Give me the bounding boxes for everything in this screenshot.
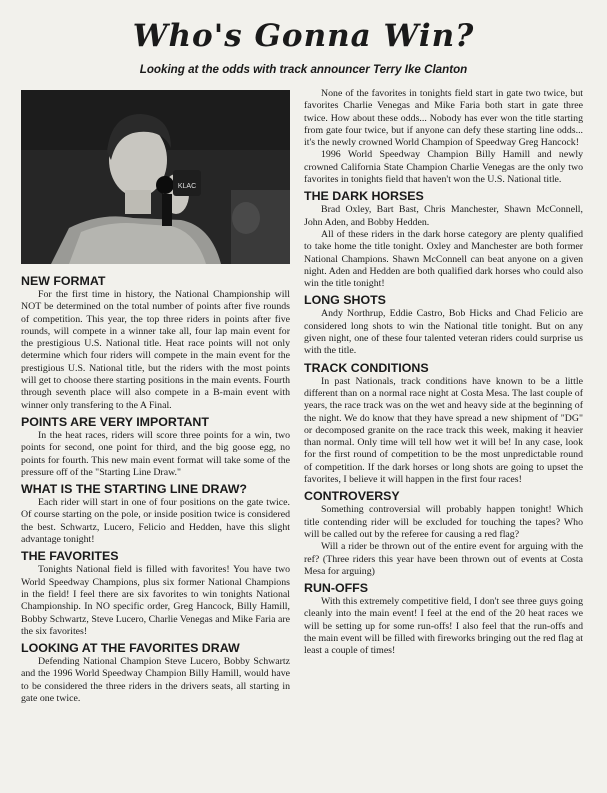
article-paragraph: None of the favorites in tonights field start in gate two twice, but favorites Charlie Venegas and Mike Faria both start in gate three twice. How about these odds... Nobody has ever won the title starting from gate four twice, but if anyone can defy these starting line odds... it's the newly crowned World Champion of Speedway Greg Hancock!: [304, 88, 583, 149]
left-column: [21, 271, 290, 705]
article-paragraph: Will a rider be thrown out of the entire event for arguing with the ref? (Three riders this year have been thrown out of events at Costa Mesa for arguing): [304, 541, 583, 577]
section-heading: THE DARK HORSES: [304, 189, 424, 204]
microphone-flag-label: KLAC: [177, 183, 197, 190]
article-paragraph: In past Nationals, track conditions have known to be a little different than on a normal race night at Costa Mesa. The last couple of years, the race track was on the wet and heavy side at the beginning of the night. We do know that they have spread a new shipment of "DG" or decomposed granite on the race track this week, making it heavier than normal. Only time will tell how wet it will be! In any case, look for the first round of competition to be the most unpredictable round of competition. If the dark horses or long shots are going to upset the favorites, I believe it will happen in the first four races!: [304, 375, 583, 486]
article-paragraph: Andy Northrup, Eddie Castro, Bob Hicks and Chad Felicio are considered long shots to win the National title tonight. But on any given night, one of these four talented veteran riders could surprise us with the title.: [304, 308, 583, 357]
section-heading: RUN-OFFS: [304, 581, 369, 596]
right-column: [304, 88, 583, 658]
page-title: Who's Gonna Win?: [132, 18, 475, 54]
section-heading: TRACK CONDITIONS: [304, 360, 429, 375]
article-paragraph: Tonights National field is filled with favorites! You have two World Speedway Champions, plus six former National Champions in the field! I feel there are six favorites to win tonights National Championship. In NO specific order, Greg Hancock, Billy Hamill, Bobby Schwartz, Steve Lucero, Charlie Venegas and Mike Faria are the six favorites!: [21, 564, 290, 637]
section-heading: POINTS ARE VERY IMPORTANT: [21, 414, 209, 429]
section-heading: LOOKING AT THE FAVORITES DRAW: [21, 641, 240, 656]
announcer-photo: [21, 90, 290, 264]
article-paragraph: 1996 World Speedway Champion Billy Hamill and newly crowned California State Champion Charlie Venegas are the only two favorites in tonights field that haven't won the U.S. National title.: [304, 149, 583, 186]
article-paragraph: Something controversial will probably happen tonight! Which title contending rider will be excluded for touching the tapes? Who will be called out by the referee for causing a red flag?: [304, 504, 583, 540]
section-heading: CONTROVERSY: [304, 489, 400, 504]
section-heading: LONG SHOTS: [304, 293, 386, 308]
article-paragraph: Each rider will start in one of four positions on the gate twice. Of course starting on the pole, or inside position twice is considered the best. Schwartz, Lucero, Felicio and Hedden, have this slight advantage tonight!: [21, 497, 290, 546]
article-paragraph: Brad Oxley, Bart Bast, Chris Manchester, Shawn McConnell, John Aden, and Bobby Hedden.: [304, 204, 583, 228]
article-paragraph: In the heat races, riders will score three points for a win, two points for second, one point for third, and the big goose egg, no points for fourth. This new main event format will take some of the pressure off of the "Starting Line Draw.": [21, 429, 290, 478]
section-heading: WHAT IS THE STARTING LINE DRAW?: [21, 482, 247, 497]
page-subtitle: Looking at the odds with track announcer Terry Ike Clanton: [139, 63, 468, 76]
article-paragraph: All of these riders in the dark horse category are plenty qualified to take home the title tonight. Oxley and Manchester are both former National Champions. Shawn McConnell can beat anyone on a given night. Aden and Hedden are both qualified dark horses who could also win the title tonight!: [304, 228, 583, 290]
section-heading: NEW FORMAT: [21, 274, 106, 288]
announcer-photo-image: [21, 90, 290, 264]
section-heading: THE FAVORITES: [21, 549, 119, 564]
article-paragraph: For the first time in history, the National Championship will NOT be determined on the total number of points after five rounds of competition. This year, the top three riders in points after five rounds, will compete in a winner take all, four lap main event for the prestigious U.S. National title. Heat race points will not only determine which four riders will compete in the main event for the prestigious U.S. National title, but the riders with the most points will get to choose there starting positions in the main events. Fourth through seventh place will also compete in a B-main event with winner only transfering to the A Final.: [21, 289, 290, 411]
article-paragraph: With this extremely competitive field, I don't see three guys going cleanly into the main event! I feel at the end of the 20 heat races we will be setting up for some run-offs! I also feel that the run-offs and the main event will be filled with fireworks bringing out the red flag at least a couple of times!: [304, 596, 583, 657]
article-paragraph: Defending National Champion Steve Lucero, Bobby Schwartz and the 1996 World Speedway Champion Billy Hamill, would have to be considered the three riders in the drivers seats, all starting in gate one twice.: [21, 656, 290, 705]
